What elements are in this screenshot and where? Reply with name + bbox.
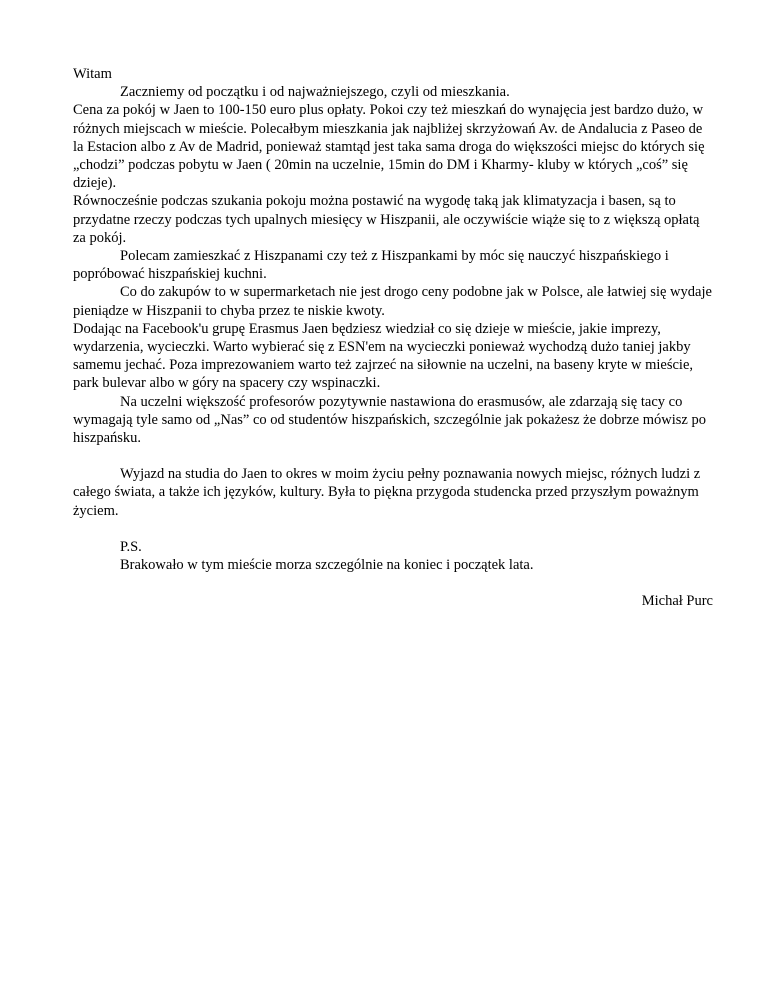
paragraph-shopping: Co do zakupów to w supermarketach nie jest drogo ceny podobne jak w Polsce, ale łatwiej się wydaje pieniądze w Hiszpanii to chyba przez te niskie kwoty. <box>73 284 712 319</box>
spacer <box>73 447 713 465</box>
signature: Michał Purc <box>641 593 713 610</box>
paragraph-facebook: Dodając na Facebook'u grupę Erasmus Jaen będziesz wiedział co się dzieje w mieście, jakie imprezy, wydarzenia, wycieczki. Warto wybierać się z ESN'em na wycieczki ponieważ wychodzą dużo taniej jakby samemu jechać. Poza imprezowaniem warto też zajrzeć na siłownie na uczelni, na baseny kryte w mieście, park bulevar albo w góry na spacery czy wspinaczki. <box>73 320 694 392</box>
paragraph-intro: Zaczniemy od początku i od najważniejszego, czyli od mieszkania. <box>120 84 510 101</box>
spacer <box>73 520 713 538</box>
postscript <box>73 538 713 574</box>
paragraph-amenities: Równocześnie podczas szukania pokoju można postawić na wygodę taką jak klimatyzacja i basen, są to przydatne rzeczy podczas tych upalnych miesięcy w Hiszpanii, ale oczywiście wiąże się to z większą opłatą za pokój. <box>73 193 700 246</box>
paragraph-closing: Wyjazd na studia do Jaen to okres w moim życiu pełny poznawania nowych miejsc, różnych ludzi z całego świata, a także ich języków, kultury. Była to piękna przygoda studencka przed przyszłym poważnym życiem. <box>73 466 701 519</box>
paragraph-university: Na uczelni większość profesorów pozytywnie nastawiona do erasmusów, ale zdarzają się tacy co wymagają tyle samo od „Nas” co od studentów hiszpańskich, szczególnie jak pokażesz że dobrze mówisz po hiszpańsku. <box>73 393 706 447</box>
paragraph-price: Cena za pokój w Jaen to 100-150 euro plus opłaty. Pokoi czy też mieszkań do wynajęcia jest bardzo dużo, w różnych miejscach w mieście. Polecałbym mieszkania jak najbliżej skrzyżowań Av. de Andalucia z Paseo de la Estacion albo z Av de Madrid, ponieważ stamtąd jest taka sama droga do większości miejsc do których się „chodzi” podczas pobytu w Jaen ( 20min na uczelnie, 15min do DM i Kharmy- kluby w których „coś” się dzieje). <box>73 102 705 192</box>
paragraph-roommates: Polecam zamieszkać z Hiszpanami czy też z Hiszpankami by móc się nauczyć hiszpańskiego i popróbować hiszpańskiej kuchni. <box>73 248 669 283</box>
document-page <box>73 65 713 610</box>
ps-label: P.S. <box>120 538 142 555</box>
greeting: Witam <box>73 66 112 82</box>
ps-text: Brakowało w tym mieście morza szczególnie na koniec i początek lata. <box>120 557 534 574</box>
